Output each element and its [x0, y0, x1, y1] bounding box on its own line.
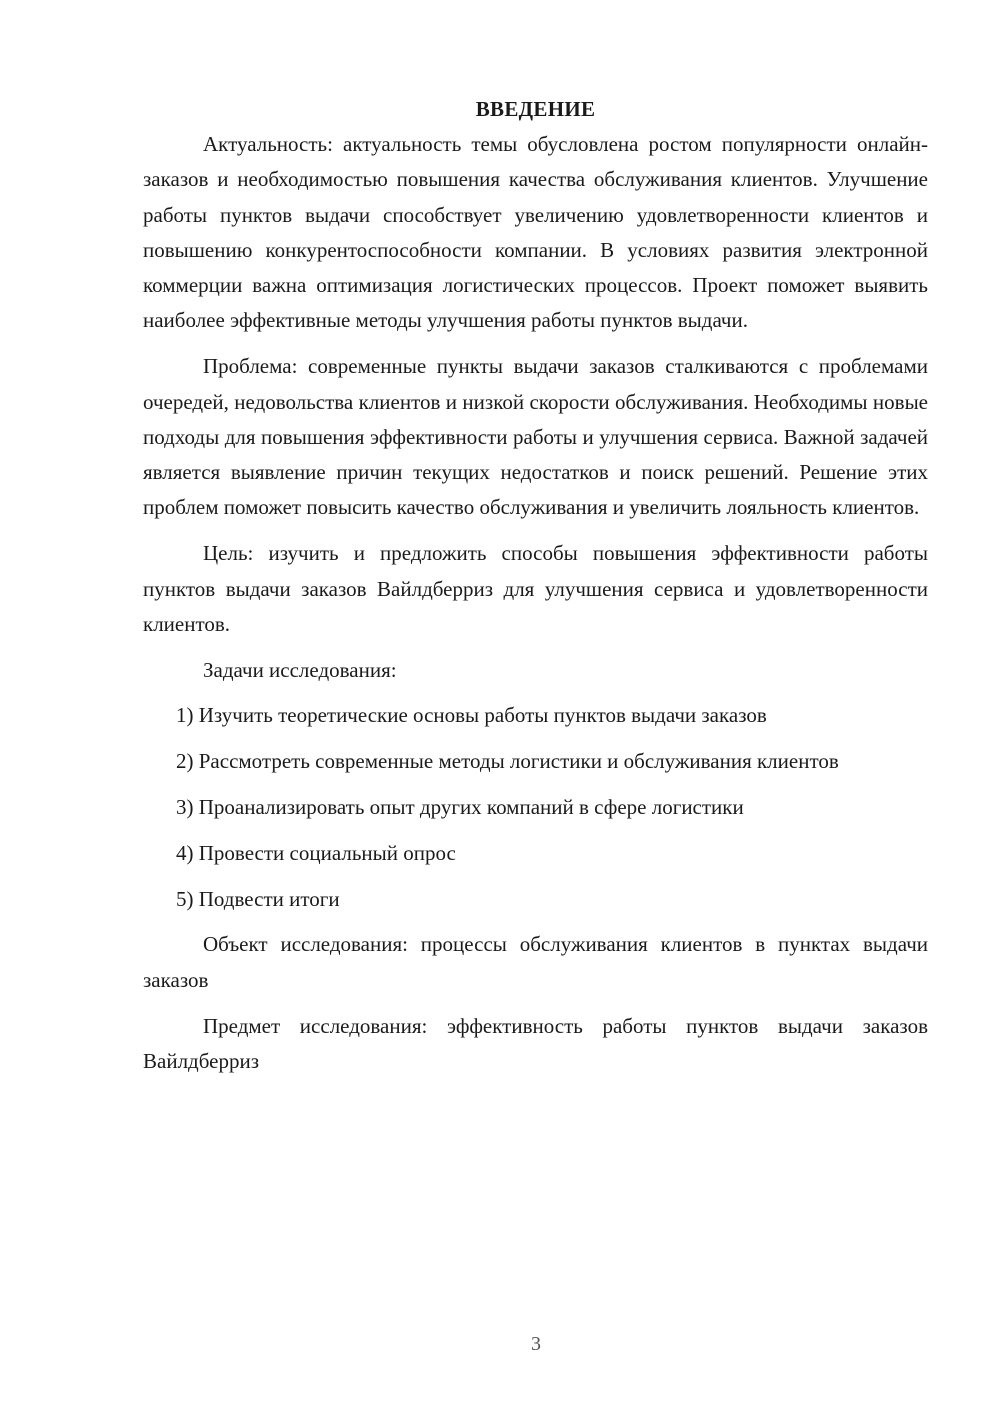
paragraph-tasks-title: Задачи исследования: — [203, 657, 397, 682]
paragraph-object: Объект исследования: процессы обслуживания клиентов в пунктах выдачи заказов — [143, 932, 928, 992]
paragraph-subject: Предмет исследования: эффективность работы пунктов выдачи заказов Вайлдберриз — [143, 1013, 928, 1073]
section-heading: ВВЕДЕНИЕ — [475, 97, 596, 121]
page-number: 3 — [531, 1333, 541, 1355]
paragraph-problem: Проблема: современные пункты выдачи заказов сталкиваются с проблемами очередей, недовольства клиентов и низкой скорости обслуживания. Необходимы новые подходы для повышения эффективности работы и улучшения сервиса. Важной задачей является выявление причин текущих недостатков и поиск решений. Решение этих проблем поможет повысить качество обслуживания и увеличить лояльность клиентов. — [143, 354, 928, 520]
task-item-2: 2) Рассмотреть современные методы логистики и обслуживания клиентов — [176, 749, 839, 774]
document-page — [143, 92, 928, 1090]
task-item-3: 3) Проанализировать опыт других компаний в сфере логистики — [176, 795, 744, 820]
task-item-1: 1) Изучить теоретические основы работы пунктов выдачи заказов — [176, 703, 767, 728]
task-item-5: 5) Подвести итоги — [176, 886, 340, 911]
paragraph-relevance: Актуальность: актуальность темы обусловлена ростом популярности онлайн-заказов и необходимостью повышения качества обслуживания клиентов. Улучшение работы пунктов выдачи способствует увеличению удовлетворенности клиентов и повышению конкурентоспособности компании. В условиях развития электронной коммерции важна оптимизация логистических процессов. Проект поможет выявить наиболее эффективные методы улучшения работы пунктов выдачи. — [143, 132, 928, 333]
task-item-4: 4) Провести социальный опрос — [176, 840, 456, 865]
paragraph-goal: Цель: изучить и предложить способы повышения эффективности работы пунктов выдачи заказов Вайлдберриз для улучшения сервиса и удовлетворенности клиентов. — [143, 541, 928, 636]
